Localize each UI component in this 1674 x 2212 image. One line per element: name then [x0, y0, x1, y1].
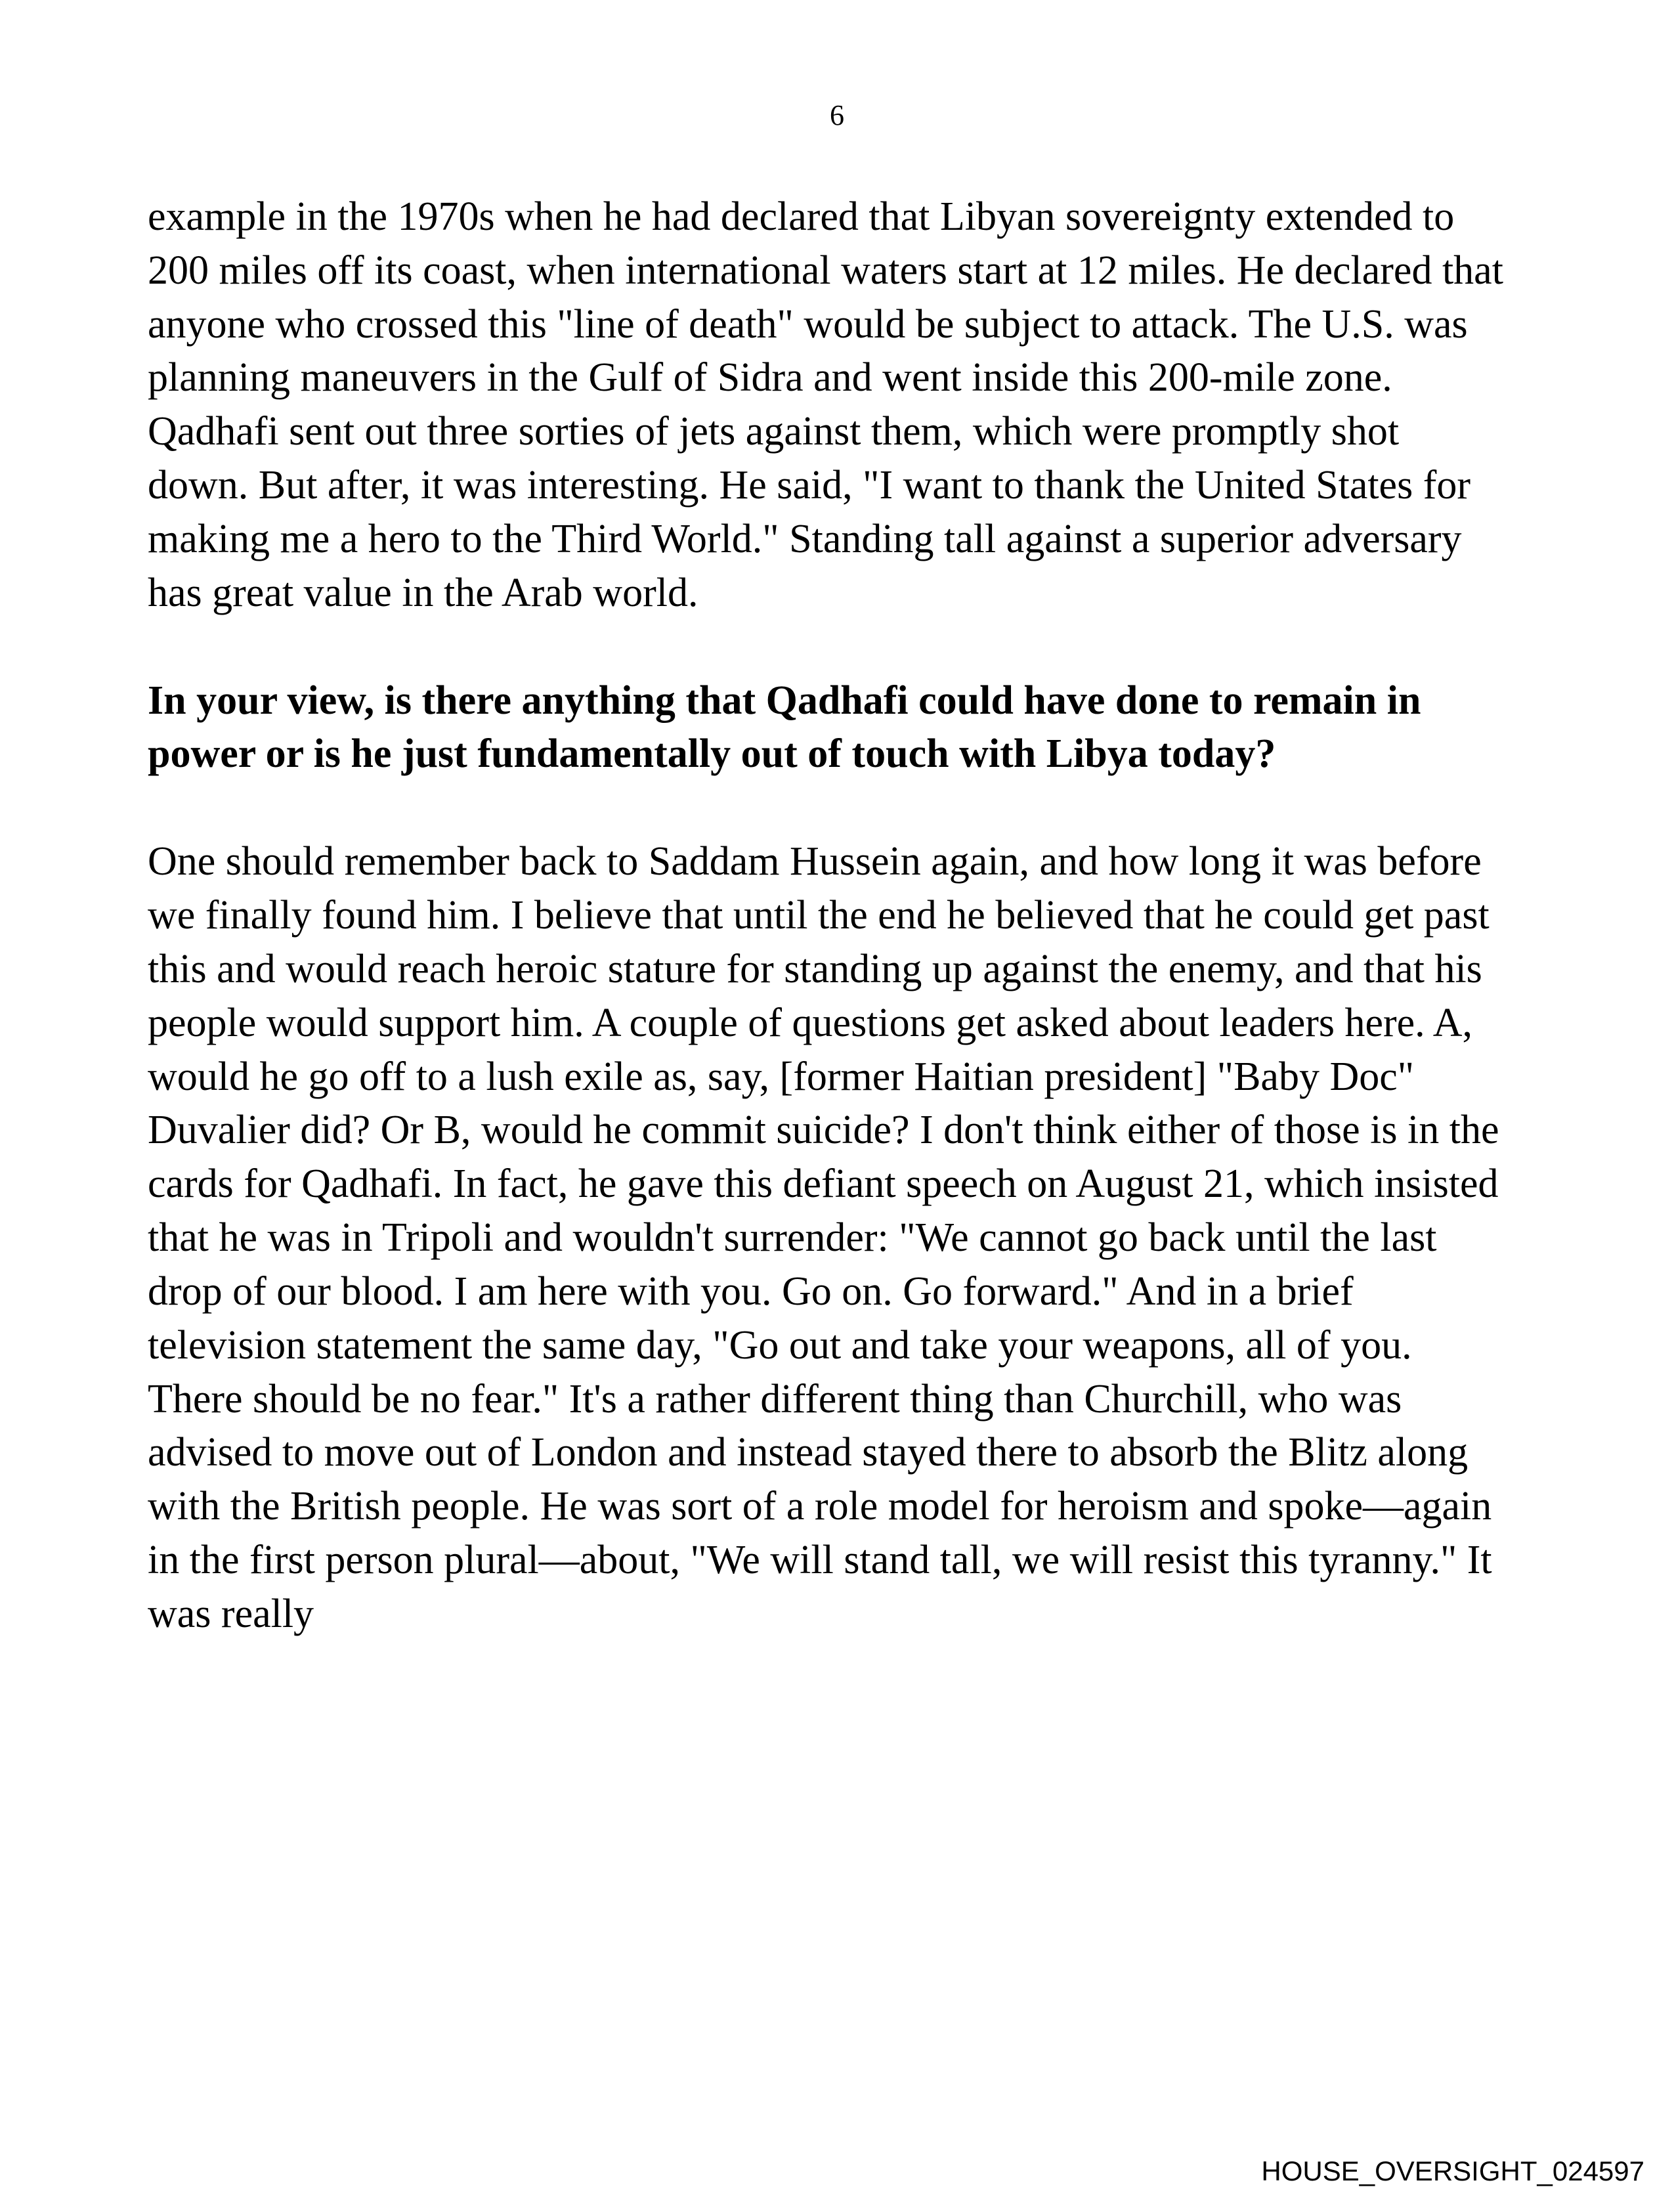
interview-question: In your view, is there anything that Qadhafi could have done to remain in power or is he just fundamentally out of touch with Libya today? — [148, 678, 1421, 777]
paragraph-answer-saddam-comparison: One should remember back to Saddam Hussein again, and how long it was before we finally found him. I believe that until the end he believed that he could get past this and would reach heroic stature for standing up against the enemy, and that his people would support him. A couple of questions get asked about leaders here. A, would he go off to a lush exile as, say, [former Haitian president] "Baby Doc" Duvalier did? Or B, would he commit suicide? I don't think either of those is in the cards for Qadhafi. In fact, he gave this defiant speech on August 21, which insisted that he was in Tripoli and wouldn't surrender: "We cannot go back until the last drop of our blood. I am here with you. Go on. Go forward." And in a brief television statement the same day, "Go out and take your weapons, all of you. There should be no fear." It's a rather different thing than Churchill, who was advised to move out of London and instead stayed there to absorb the Blitz along with the British people. He was sort of a role model for heroism and spoke—again in the first person plural—about, "We will stand tall, we will resist this tyranny." It was really — [148, 839, 1499, 1636]
page-number: 6 — [830, 99, 844, 131]
paragraph-qadhafi-line-of-death: example in the 1970s when he had declared that Libyan sovereignty extended to 200 miles off its coast, when international waters start at 12 miles. He declared that anyone who crossed this "line of death" would be subject to attack. The U.S. was planning maneuvers in the Gulf of Sidra and went inside this 200-mile zone. Qadhafi sent out three sorties of jets against them, which were promptly shot down. But after, it was interesting. He said, "I want to thank the United States for making me a hero to the Third World." Standing tall against a superior adversary has great value in the Arab world. — [148, 194, 1503, 615]
document-body — [148, 190, 1507, 1695]
bates-stamp: HOUSE_OVERSIGHT_024597 — [1261, 2156, 1644, 2186]
